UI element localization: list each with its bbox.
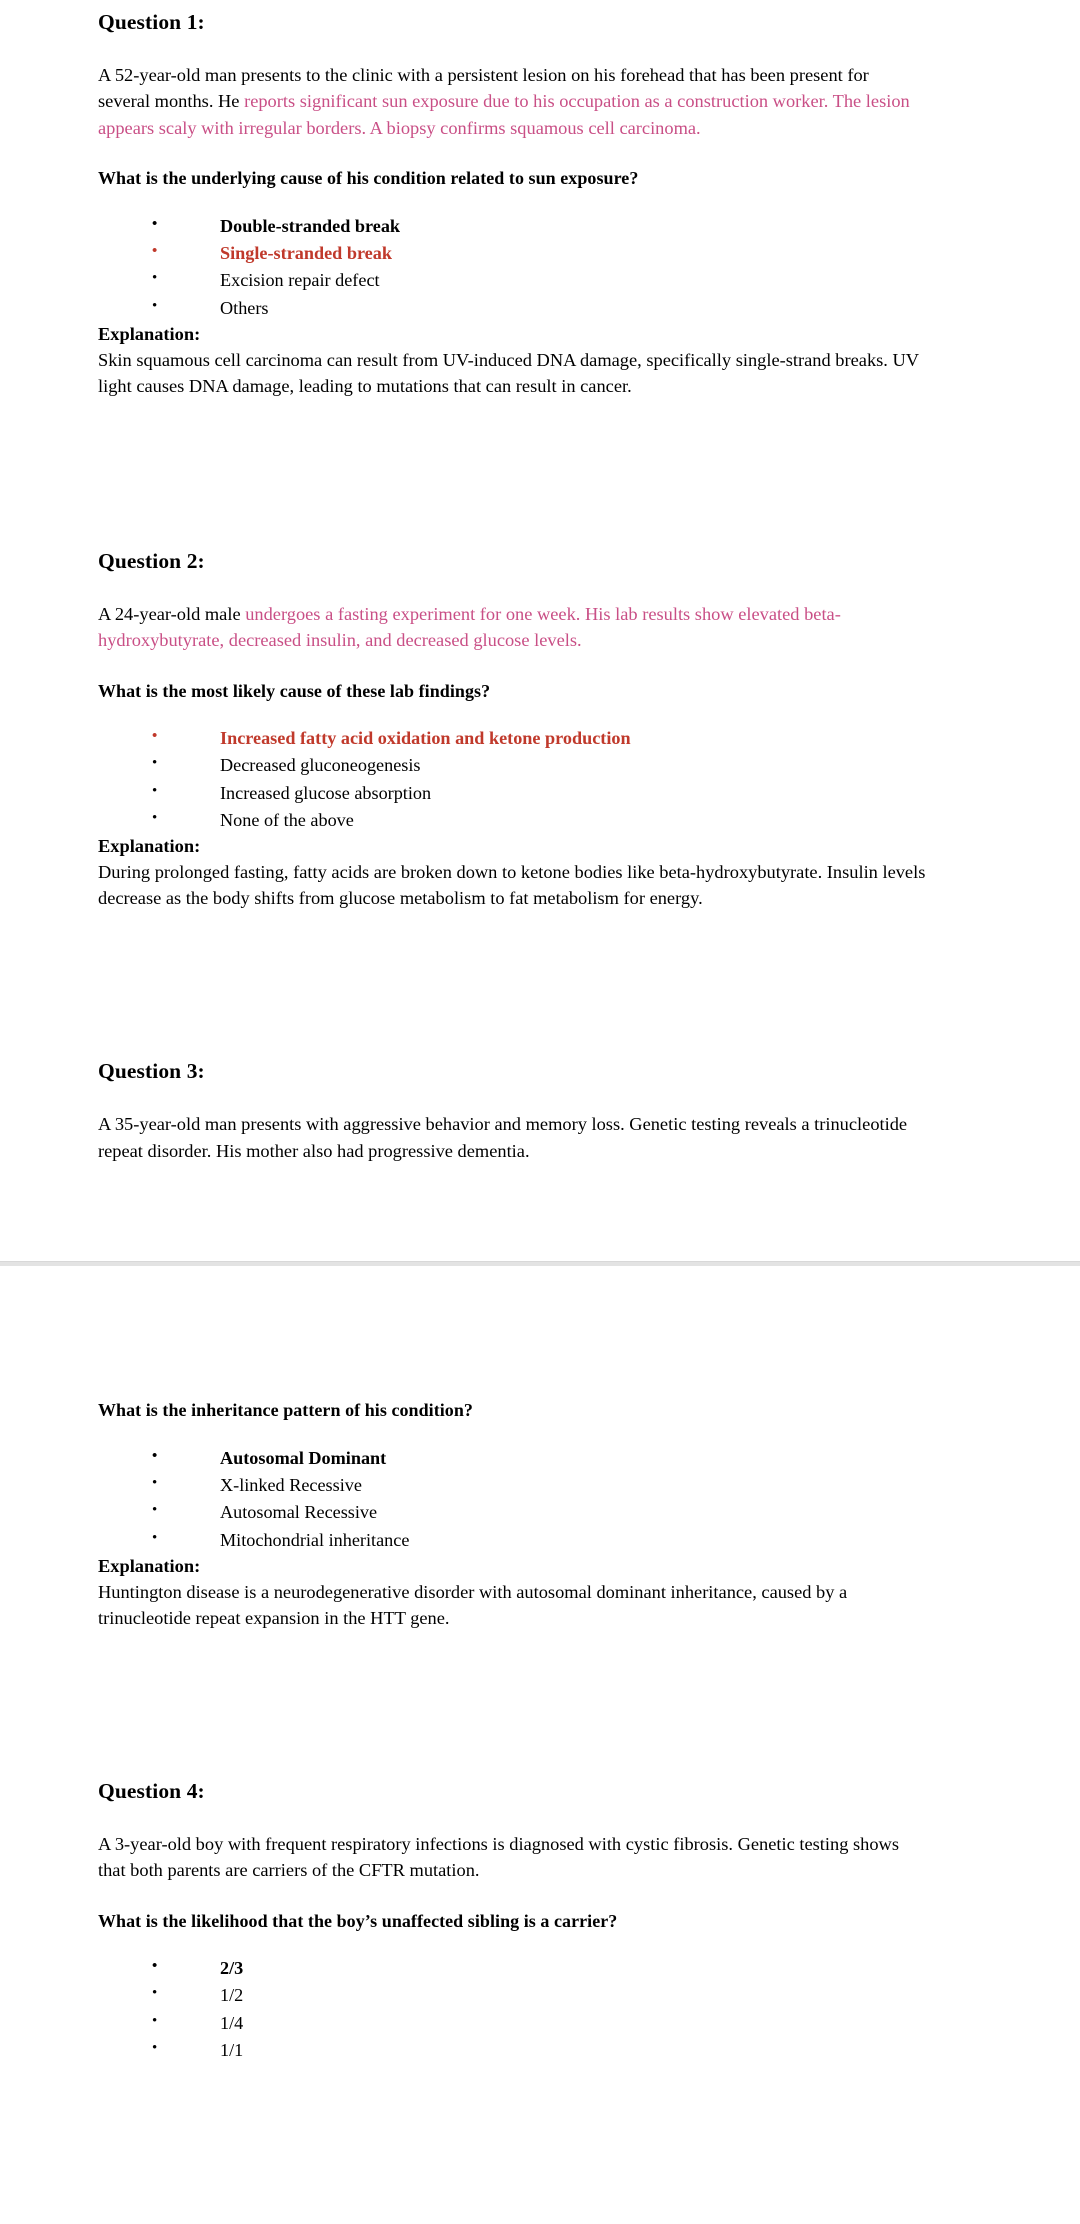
option-label: Autosomal Recessive xyxy=(220,1502,378,1523)
bullet-icon: • xyxy=(152,1958,158,1975)
question-block-2 xyxy=(0,549,1080,911)
option-item[interactable] xyxy=(98,725,1000,752)
bullet-icon: • xyxy=(152,297,158,314)
question-2-prompt: What is the most likely cause of these lab findings? xyxy=(98,680,491,701)
option-item[interactable] xyxy=(98,295,1000,322)
question-3-explanation-label: Explanation: xyxy=(98,1555,201,1576)
spacer xyxy=(0,1266,1080,1399)
bullet-icon: • xyxy=(152,1447,158,1464)
bullet-icon: • xyxy=(152,1985,158,2002)
spacer xyxy=(0,911,1080,1059)
bullet-icon: • xyxy=(152,215,158,232)
option-item[interactable] xyxy=(98,240,1000,267)
spacer xyxy=(0,399,1080,549)
question-2-title: Question 2: xyxy=(98,548,205,573)
question-1-options xyxy=(98,213,1000,322)
option-label: Others xyxy=(220,297,269,318)
option-item[interactable] xyxy=(98,807,1000,834)
option-item[interactable] xyxy=(98,1527,1000,1554)
question-1-prompt: What is the underlying cause of his condition related to sun exposure? xyxy=(98,168,639,189)
bullet-icon: • xyxy=(152,782,158,799)
question-1-explanation-label: Explanation: xyxy=(98,323,201,344)
bullet-icon: • xyxy=(152,1529,158,1546)
option-label: None of the above xyxy=(220,810,354,831)
stem-plain-text: A 52-year-old man presents to the clinic with a persistent lesion on his forehead that has been present for several months. He xyxy=(98,64,869,112)
option-item[interactable] xyxy=(98,213,1000,240)
question-4-title: Question 4: xyxy=(98,1778,205,1803)
option-label: Excision repair defect xyxy=(220,270,380,291)
option-item[interactable] xyxy=(98,1499,1000,1526)
question-1-title: Question 1: xyxy=(98,10,205,34)
bullet-icon: • xyxy=(152,242,158,259)
stem-plain-text: A 24-year-old male xyxy=(98,603,246,624)
option-item[interactable] xyxy=(98,267,1000,294)
bullet-icon: • xyxy=(152,755,158,772)
option-item[interactable] xyxy=(98,2010,1000,2037)
question-block-3-part1 xyxy=(0,1059,1080,1164)
bullet-icon: • xyxy=(152,1502,158,1519)
question-2-explanation-label: Explanation: xyxy=(98,836,201,857)
question-1-stem xyxy=(98,62,918,142)
option-item[interactable] xyxy=(98,780,1000,807)
option-label: 1/4 xyxy=(220,2012,244,2033)
question-2-stem xyxy=(98,601,918,654)
question-3-options xyxy=(98,1445,1000,1554)
option-label: Decreased gluconeogenesis xyxy=(220,755,421,776)
option-label: Increased glucose absorption xyxy=(220,782,432,803)
spacer xyxy=(0,1164,1080,1261)
bullet-icon: • xyxy=(152,728,158,745)
option-item[interactable] xyxy=(98,752,1000,779)
option-label: Autosomal Dominant xyxy=(220,1447,387,1468)
option-item[interactable] xyxy=(98,1955,1000,1982)
bullet-icon: • xyxy=(152,1474,158,1491)
bullet-icon: • xyxy=(152,270,158,287)
option-label: Increased fatty acid oxidation and ketone production xyxy=(220,728,631,749)
stem-highlighted-text: undergoes a fasting experiment for one week. His lab results show elevated beta-hydroxybutyrate, decreased insulin, and decreased glucose levels. xyxy=(98,603,841,651)
question-1-explanation: Skin squamous cell carcinoma can result from UV-induced DNA damage, specifically single-strand breaks. UV light causes DNA damage, leading to mutations that can result in cancer. xyxy=(98,349,919,396)
bullet-icon: • xyxy=(152,810,158,827)
option-item[interactable] xyxy=(98,2037,1000,2064)
question-3-stem: A 35-year-old man presents with aggressive behavior and memory loss. Genetic testing reveals a trinucleotide repeat disorder. His mother also had progressive dementia. xyxy=(98,1114,908,1161)
question-2-options xyxy=(98,725,1000,834)
stem-highlighted-text: reports significant sun exposure due to his occupation as a construction worker. The lesion appears scaly with irregular borders. A biopsy confirms squamous cell carcinoma. xyxy=(98,91,910,138)
question-block-4 xyxy=(0,1779,1080,2064)
option-item[interactable] xyxy=(98,1982,1000,2009)
spacer xyxy=(0,1631,1080,1779)
bullet-icon: • xyxy=(152,2012,158,2029)
question-2-explanation: During prolonged fasting, fatty acids are broken down to ketone bodies like beta-hydroxybutyrate. Insulin levels decrease as the body shifts from glucose metabolism to fat metabolism for energy. xyxy=(98,862,926,909)
option-label: Mitochondrial inheritance xyxy=(220,1529,410,1550)
option-label: 2/3 xyxy=(220,1958,244,1979)
question-3-explanation: Huntington disease is a neurodegenerative disorder with autosomal dominant inheritance, caused by a trinucleotide repeat expansion in the HTT gene. xyxy=(98,1581,848,1628)
option-item[interactable] xyxy=(98,1472,1000,1499)
option-item[interactable] xyxy=(98,1445,1000,1472)
question-3-title: Question 3: xyxy=(98,1059,205,1084)
option-label: X-linked Recessive xyxy=(220,1474,362,1495)
question-block-1 xyxy=(0,0,1080,399)
question-4-stem: A 3-year-old boy with frequent respiratory infections is diagnosed with cystic fibrosis. Genetic testing shows that both parents are carriers of the CFTR mutation. xyxy=(98,1833,899,1881)
bullet-icon: • xyxy=(152,2039,158,2056)
option-label: Single-stranded break xyxy=(220,242,392,263)
question-4-prompt: What is the likelihood that the boy’s unaffected sibling is a carrier? xyxy=(98,1910,618,1931)
option-label: 1/2 xyxy=(220,1985,244,2006)
question-3-prompt: What is the inheritance pattern of his condition? xyxy=(98,1400,473,1421)
question-block-3-part2 xyxy=(0,1399,1080,1631)
option-label: 1/1 xyxy=(220,2039,244,2060)
option-label: Double-stranded break xyxy=(220,215,401,236)
question-4-options xyxy=(98,1955,1000,2064)
